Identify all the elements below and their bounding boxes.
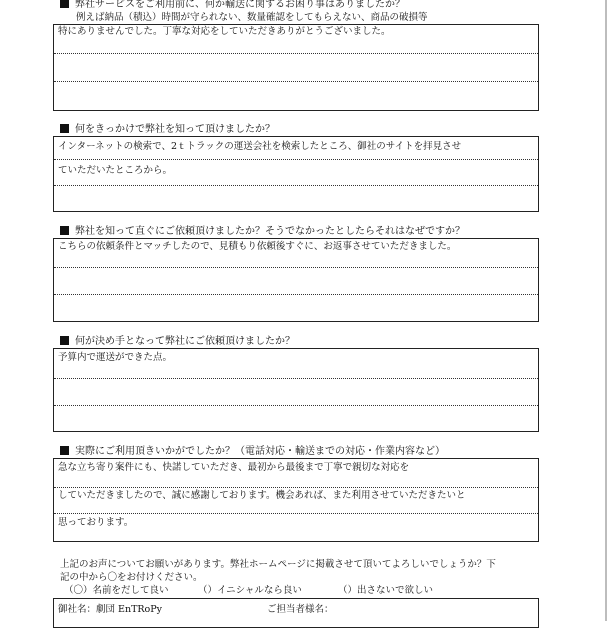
question-1-subtitle: 例えば納品（積込）時間が守られない、数量確認をしてもらえない、商品の破損等	[76, 12, 428, 23]
answer-5-line-2: していただきましたので、誠に感謝しております。機会あれば、また利用させていただきたいと	[58, 490, 466, 501]
dotted-rule	[54, 159, 538, 160]
answer-5-line-3: 思っております。	[58, 517, 134, 528]
question-5	[60, 446, 445, 458]
option-initials-ok[interactable]: （）イニシャルなら良い	[198, 585, 302, 596]
question-4-title: 何が決め手となって弊社にご依頼頂けましたか？	[75, 336, 295, 347]
question-2-title: 何をきっかけで弊社を知って頂けましたか？	[75, 124, 275, 135]
answer-box-4	[53, 348, 539, 432]
dotted-rule	[54, 405, 538, 406]
square-bullet-icon	[60, 446, 69, 455]
question-5-title: 実際にご利用頂きいかがでしたか？（電話対応・輸送までの対応・作業内容など）	[75, 446, 445, 457]
dotted-rule	[54, 185, 538, 186]
question-1-title: 弊社サービスをご利用前に、何か輸送に関するお困り事はありましたか？	[75, 0, 405, 10]
contact-person-label: ご担当者様名：	[267, 604, 334, 615]
dotted-rule	[54, 294, 538, 295]
question-3-title: 弊社を知って直ぐにご依頼頂けましたか？そうでなかったとしたらそれはなぜですか？	[75, 226, 465, 237]
option-not-shown[interactable]: （）出さないで欲しい	[338, 585, 434, 596]
answer-box-2	[53, 136, 539, 212]
request-text-line-2: 記の中から〇をお付けください。	[60, 572, 203, 583]
square-bullet-icon	[60, 0, 69, 8]
company-info-box	[53, 598, 539, 628]
square-bullet-icon	[60, 336, 69, 345]
answer-2-line-1: インターネットの検索で、2ｔトラックの運送会社を検索したところ、御社のサイトを拝見させ	[58, 141, 462, 152]
dotted-rule	[54, 513, 538, 514]
question-1	[60, 0, 405, 11]
square-bullet-icon	[60, 226, 69, 235]
answer-5-line-1: 急な立ち寄り案件にも、快諾していただき、最初から最後まで丁寧で親切な対応を	[58, 462, 410, 473]
dotted-rule	[54, 378, 538, 379]
square-bullet-icon	[60, 124, 69, 133]
question-4	[60, 336, 295, 348]
option-name-ok[interactable]: （〇）名前をだして良い	[64, 585, 169, 596]
question-2	[60, 124, 275, 136]
company-name-label: 御社名：劇団 EnTRoPy	[58, 604, 163, 615]
answer-4-line-1: 予算内で運送ができた点。	[58, 352, 173, 363]
question-3	[60, 226, 465, 238]
answer-box-1	[53, 24, 539, 111]
dotted-rule	[54, 81, 538, 82]
answer-box-5	[53, 458, 539, 542]
request-text-line-1: 上記のお声についてお願いがあります。弊社ホームページに掲載させて頂いてよろしいでしょうか？下	[60, 559, 496, 570]
answer-box-3	[53, 238, 539, 322]
answer-2-line-2: ていただいたところから。	[58, 165, 173, 176]
dotted-rule	[54, 53, 538, 54]
answer-1-line-1: 特にありませんでした。丁寧な対応をしていただきありがとうございました。	[58, 26, 391, 37]
dotted-rule	[54, 487, 538, 488]
dotted-rule	[54, 267, 538, 268]
answer-3-line-1: こちらの依頼条件とマッチしたので、見積もり依頼後すぐに、お返事させていただきました。	[58, 241, 457, 252]
